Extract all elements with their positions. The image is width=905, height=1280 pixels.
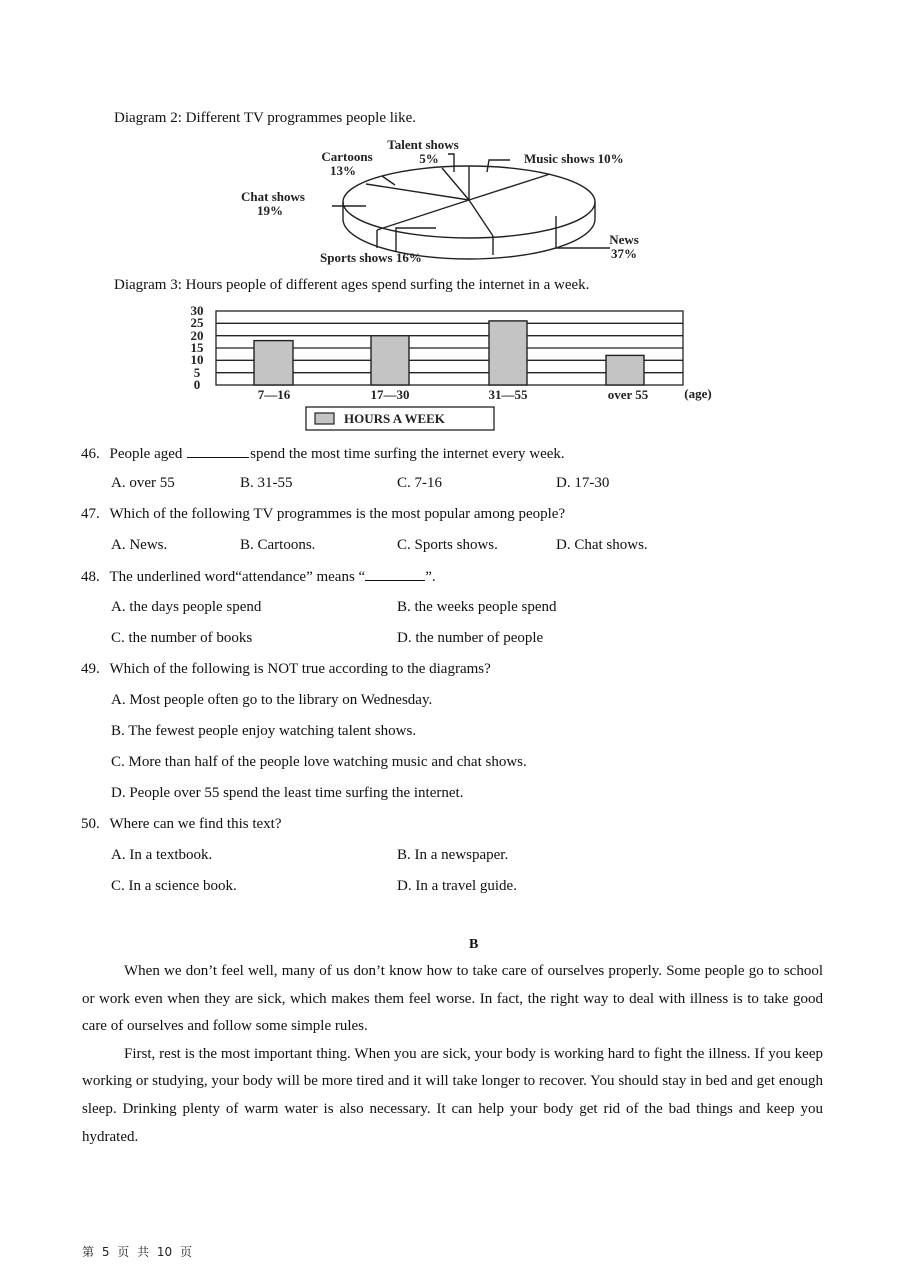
option-48-d[interactable]: D. the number of people <box>397 630 544 646</box>
option-48-a[interactable]: A. the days people spend <box>111 599 262 615</box>
pie-label-sports: Sports shows 16% <box>320 250 422 265</box>
y-tick: 10 <box>190 352 204 367</box>
option-48-b[interactable]: B. the weeks people spend <box>397 599 557 615</box>
x-label: 17—30 <box>370 387 410 402</box>
legend-swatch <box>315 413 334 424</box>
section-b-passage <box>82 958 823 1151</box>
question-number: 47. <box>81 506 100 522</box>
x-label: 7—16 <box>257 387 291 402</box>
answer-blank <box>365 568 425 581</box>
passage-paragraph: When we don’t feel well, many of us don’t know how to take care of ourselves properly. Some people go to school or work even when they are sick, which makes them feel worse. In fact, the right way to deal with illness is to take good care of ourselves and follow some simple rules. <box>82 963 823 1035</box>
question-48 <box>81 568 436 586</box>
option-50-d[interactable]: D. In a travel guide. <box>397 878 517 894</box>
question-49 <box>81 661 491 678</box>
pie-label-chat-pct: 19% <box>257 203 283 218</box>
question-number: 50. <box>81 816 100 832</box>
option-46-b[interactable]: B. 31-55 <box>240 475 293 491</box>
bar-over-55 <box>606 355 644 385</box>
x-label: over 55 <box>607 387 649 402</box>
diagram3-caption: Diagram 3: Hours people of different ages spend surfing the internet in a week. <box>114 277 590 293</box>
question-text-before: People aged <box>109 446 187 462</box>
option-49-b[interactable]: B. The fewest people enjoy watching talent shows. <box>111 723 417 739</box>
passage-paragraph: First, rest is the most important thing. When you are sick, your body is working hard to fight the illness. If you keep working or studying, your body will be more tired and it will take longer to recover. You should stay in bed and get enough sleep. Drinking plenty of warm water is also necessary. It can help your body get rid of the bad things and keep you hydrated. <box>82 1045 823 1145</box>
option-47-d[interactable]: D. Chat shows. <box>556 537 648 553</box>
question-text-after: ”. <box>425 569 436 585</box>
question-50 <box>81 816 282 833</box>
pie-label-talent-pct: 5% <box>419 151 439 166</box>
option-47-b[interactable]: B. Cartoons. <box>240 537 316 553</box>
question-47 <box>81 506 565 523</box>
page-number-footer: 第 5 页 共 10 页 <box>82 1245 192 1259</box>
y-tick: 0 <box>193 377 201 392</box>
pie-label-news-name: News <box>609 232 639 247</box>
section-b-title: B <box>469 937 479 952</box>
option-50-c[interactable]: C. In a science book. <box>111 878 237 894</box>
pie-label-cartoons-pct: 13% <box>330 163 356 178</box>
bar-chart <box>180 302 730 432</box>
question-text: Which of the following is NOT true according to the diagrams? <box>109 661 491 677</box>
question-number: 46. <box>81 446 100 462</box>
option-49-d[interactable]: D. People over 55 spend the least time surfing the internet. <box>111 785 464 801</box>
option-49-a[interactable]: A. Most people often go to the library on Wednesday. <box>111 692 433 708</box>
y-tick: 25 <box>190 315 204 330</box>
option-46-d[interactable]: D. 17-30 <box>556 475 610 491</box>
answer-blank <box>187 444 249 458</box>
x-axis-unit: (age) <box>684 386 712 401</box>
y-tick: 20 <box>190 328 204 343</box>
bar-17-30 <box>371 336 409 385</box>
chart-legend <box>306 407 494 430</box>
pie-label-cartoons-name: Cartoons <box>321 149 373 164</box>
question-text: Which of the following TV programmes is the most popular among people? <box>109 506 566 522</box>
option-49-c[interactable]: C. More than half of the people love watching music and chat shows. <box>111 754 527 770</box>
question-number: 49. <box>81 661 100 677</box>
question-text: Where can we find this text? <box>109 816 282 832</box>
pie-label-news-pct: 37% <box>611 246 637 261</box>
y-tick: 5 <box>193 365 201 380</box>
diagram2-caption: Diagram 2: Different TV programmes people like. <box>114 110 416 126</box>
question-46 <box>81 444 565 463</box>
pie-label-talent-name: Talent shows <box>387 137 459 152</box>
option-47-a[interactable]: A. News. <box>111 537 168 553</box>
option-47-c[interactable]: C. Sports shows. <box>397 537 498 553</box>
question-text-after: spend the most time surfing the internet every week. <box>250 446 565 462</box>
option-48-c[interactable]: C. the number of books <box>111 630 253 646</box>
option-46-a[interactable]: A. over 55 <box>111 475 175 491</box>
bar-7-16 <box>254 341 293 385</box>
pie-label-music: Music shows 10% <box>524 151 624 166</box>
question-text-before: The underlined word“attendance” means “ <box>109 569 366 585</box>
bar-31-55 <box>489 321 527 385</box>
option-50-a[interactable]: A. In a textbook. <box>111 847 213 863</box>
y-tick: 15 <box>190 340 204 355</box>
question-number: 48. <box>81 569 100 585</box>
option-50-b[interactable]: B. In a newspaper. <box>397 847 509 863</box>
option-46-c[interactable]: C. 7-16 <box>397 475 443 491</box>
pie-label-chat-name: Chat shows <box>241 189 305 204</box>
y-tick: 30 <box>190 303 204 318</box>
pie-chart <box>210 136 690 266</box>
legend-label: HOURS A WEEK <box>344 411 445 426</box>
x-label: 31—55 <box>488 387 528 402</box>
